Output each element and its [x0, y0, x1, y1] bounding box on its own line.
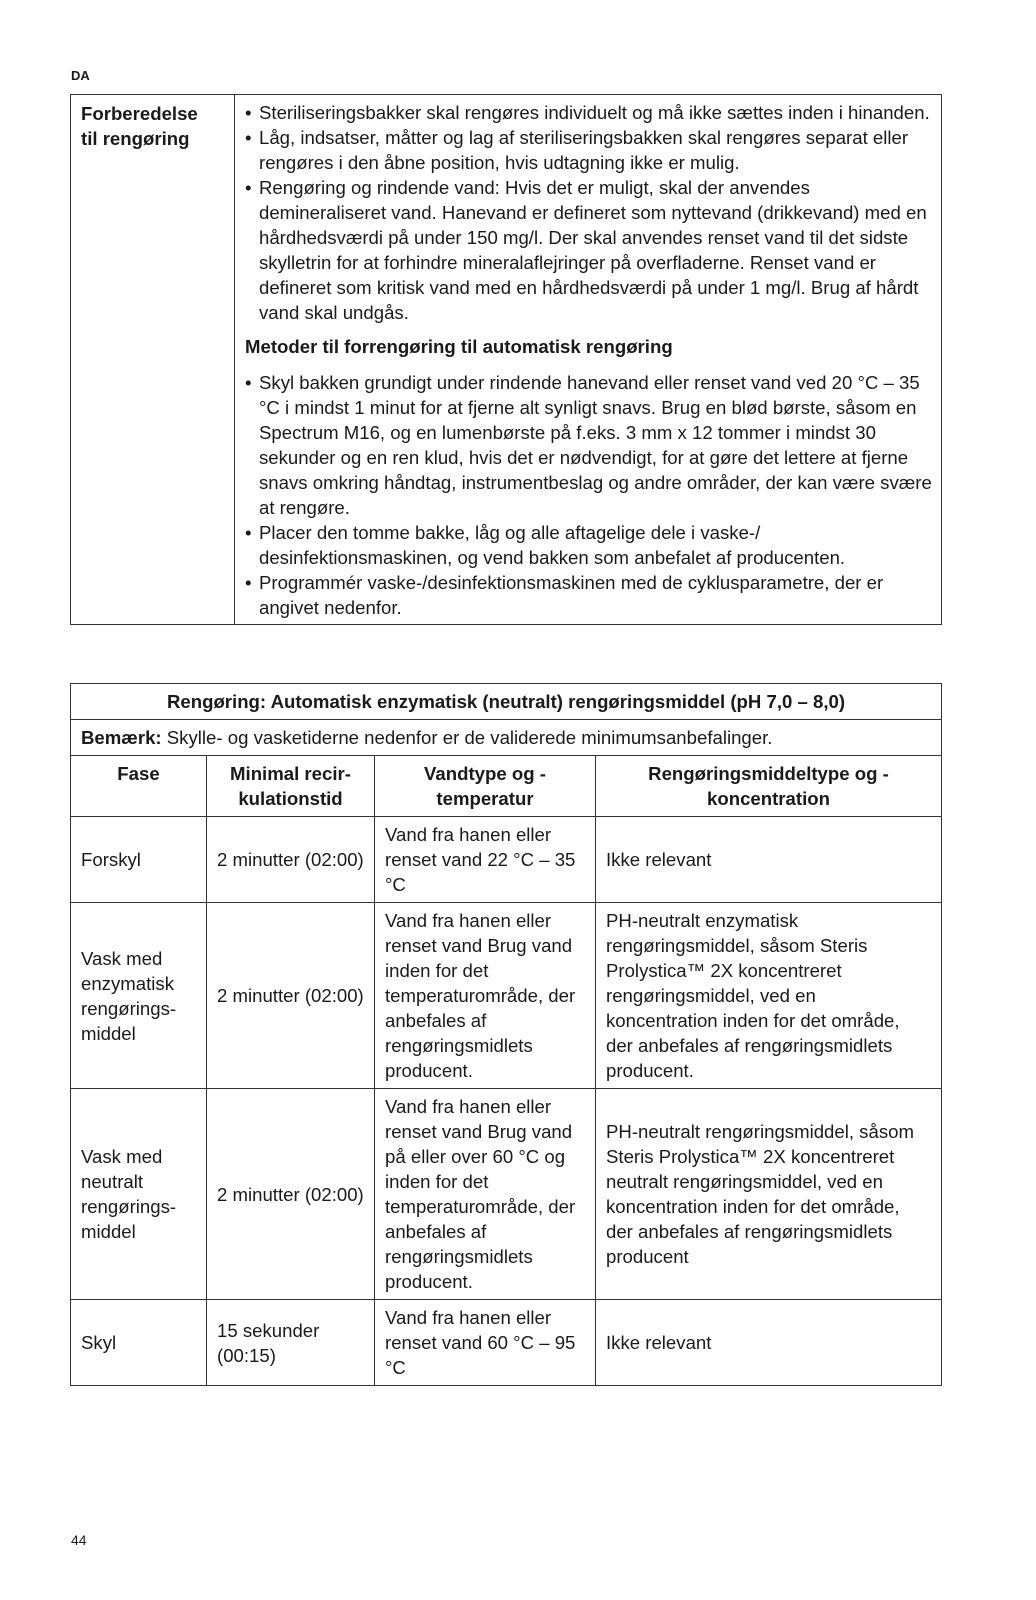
bullet-item: • Skyl bakken grundigt under rindende hanevand eller renset vand ved 20 °C – 35 °C i mindst 1 minut for at fjerne alt synligt snavs. Brug en blød børste, såsom en Spectrum M16, og en lumenbørste på f.eks. 3 mm x 12 tommer i mindst 30 sekunder og en ren klud, hvis det er nødvendigt, for at gøre det lettere at fjerne snavs omkring håndtag, instrumentbeslag og andre områder, der kan være svære at rengøre.	[245, 370, 933, 520]
cleaning-table	[70, 683, 942, 1386]
bullet-item: • Rengøring og rindende vand: Hvis det er muligt, skal der anvendes demineraliseret vand. Hanevand er defineret som nyttevand (drikkevand) med en hårdhedsværdi på under 150 mg/l. Der skal anvendes renset vand til det sidste skylletrin for at forhindre mineralaflejringer på overfladerne. Renset vand er defineret som kritisk vand med en hårdhedsværdi på under 1 mg/l. Brug af hårdt vand skal undgås.	[245, 175, 933, 325]
cell-detergent: PH-neutralt rengøringsmiddel, såsom Steris Prolystica™ 2X koncentreret neutralt rengøringsmiddel, ved en koncentration inden for det område, der anbefales af rengøringsmidlets producent	[596, 1089, 942, 1300]
preparation-label-line2: til rengøring	[81, 128, 190, 149]
cell-phase: Skyl	[71, 1300, 207, 1386]
header-phase: Fase	[71, 756, 207, 817]
cell-detergent: Ikke relevant	[596, 817, 942, 903]
table-row	[71, 817, 942, 903]
cell-time: 2 minutter (02:00)	[207, 1089, 375, 1300]
cell-time: 2 minutter (02:00)	[207, 903, 375, 1089]
cell-phase: Vask med enzymatisk rengørings-middel	[71, 903, 207, 1089]
bullet-item: • Låg, indsatser, måtter og lag af steriliseringsbakken skal rengøres separat eller rengøres i den åbne position, hvis udtagning ikke er mulig.	[245, 125, 933, 175]
cleaning-note	[71, 720, 942, 756]
table-row	[71, 1300, 942, 1386]
preparation-bullets	[245, 100, 933, 325]
header-recirculation-time: Minimal recir-kulationstid	[207, 756, 375, 817]
header-detergent-type: Rengøringsmiddeltype og -koncentration	[596, 756, 942, 817]
precleaning-subheading: Metoder til forrengøring til automatisk rengøring	[245, 336, 673, 357]
bullet-item: • Steriliseringsbakker skal rengøres individuelt og må ikke sættes inden i hinanden.	[245, 100, 933, 125]
cell-water: Vand fra hanen eller renset vand 22 °C – 35 °C	[375, 817, 596, 903]
cell-time: 15 sekunder (00:15)	[207, 1300, 375, 1386]
header-water-type: Vandtype og -temperatur	[375, 756, 596, 817]
language-code: DA	[71, 68, 90, 83]
table-row	[71, 1089, 942, 1300]
bullet-item: • Programmér vaske-/desinfektionsmaskinen med de cyklusparametre, der er angivet nedenfor.	[245, 570, 933, 620]
cell-phase: Vask med neutralt rengørings-middel	[71, 1089, 207, 1300]
cleaning-table-title: Rengøring: Automatisk enzymatisk (neutralt) rengøringsmiddel (pH 7,0 – 8,0)	[71, 684, 942, 720]
precleaning-bullets	[245, 370, 933, 620]
cell-detergent: PH-neutralt enzymatisk rengøringsmiddel, såsom Steris Prolystica™ 2X koncentreret rengøringsmiddel, ved en koncentration inden for det område, der anbefales af rengøringsmidlets producent.	[596, 903, 942, 1089]
cell-time: 2 minutter (02:00)	[207, 817, 375, 903]
note-label: Bemærk:	[81, 727, 162, 748]
cell-water: Vand fra hanen eller renset vand Brug vand inden for det temperaturområde, der anbefales af rengøringsmidlets producent.	[375, 903, 596, 1089]
cell-phase: Forskyl	[71, 817, 207, 903]
preparation-label-line1: Forberedelse	[81, 103, 198, 124]
cell-water: Vand fra hanen eller renset vand 60 °C – 95 °C	[375, 1300, 596, 1386]
cell-detergent: Ikke relevant	[596, 1300, 942, 1386]
preparation-table	[70, 94, 942, 625]
table-row	[71, 903, 942, 1089]
page-number: 44	[71, 1532, 87, 1548]
cell-water: Vand fra hanen eller renset vand Brug vand på eller over 60 °C og inden for det temperaturområde, der anbefales af rengøringsmidlets producent.	[375, 1089, 596, 1300]
bullet-item: • Placer den tomme bakke, låg og alle aftagelige dele i vaske-/ desinfektionsmaskinen, og vend bakken som anbefalet af producenten.	[245, 520, 933, 570]
preparation-label	[71, 95, 235, 625]
preparation-content	[235, 95, 942, 625]
note-text: Skylle- og vasketiderne nedenfor er de validerede minimumsanbefalinger.	[161, 727, 773, 748]
